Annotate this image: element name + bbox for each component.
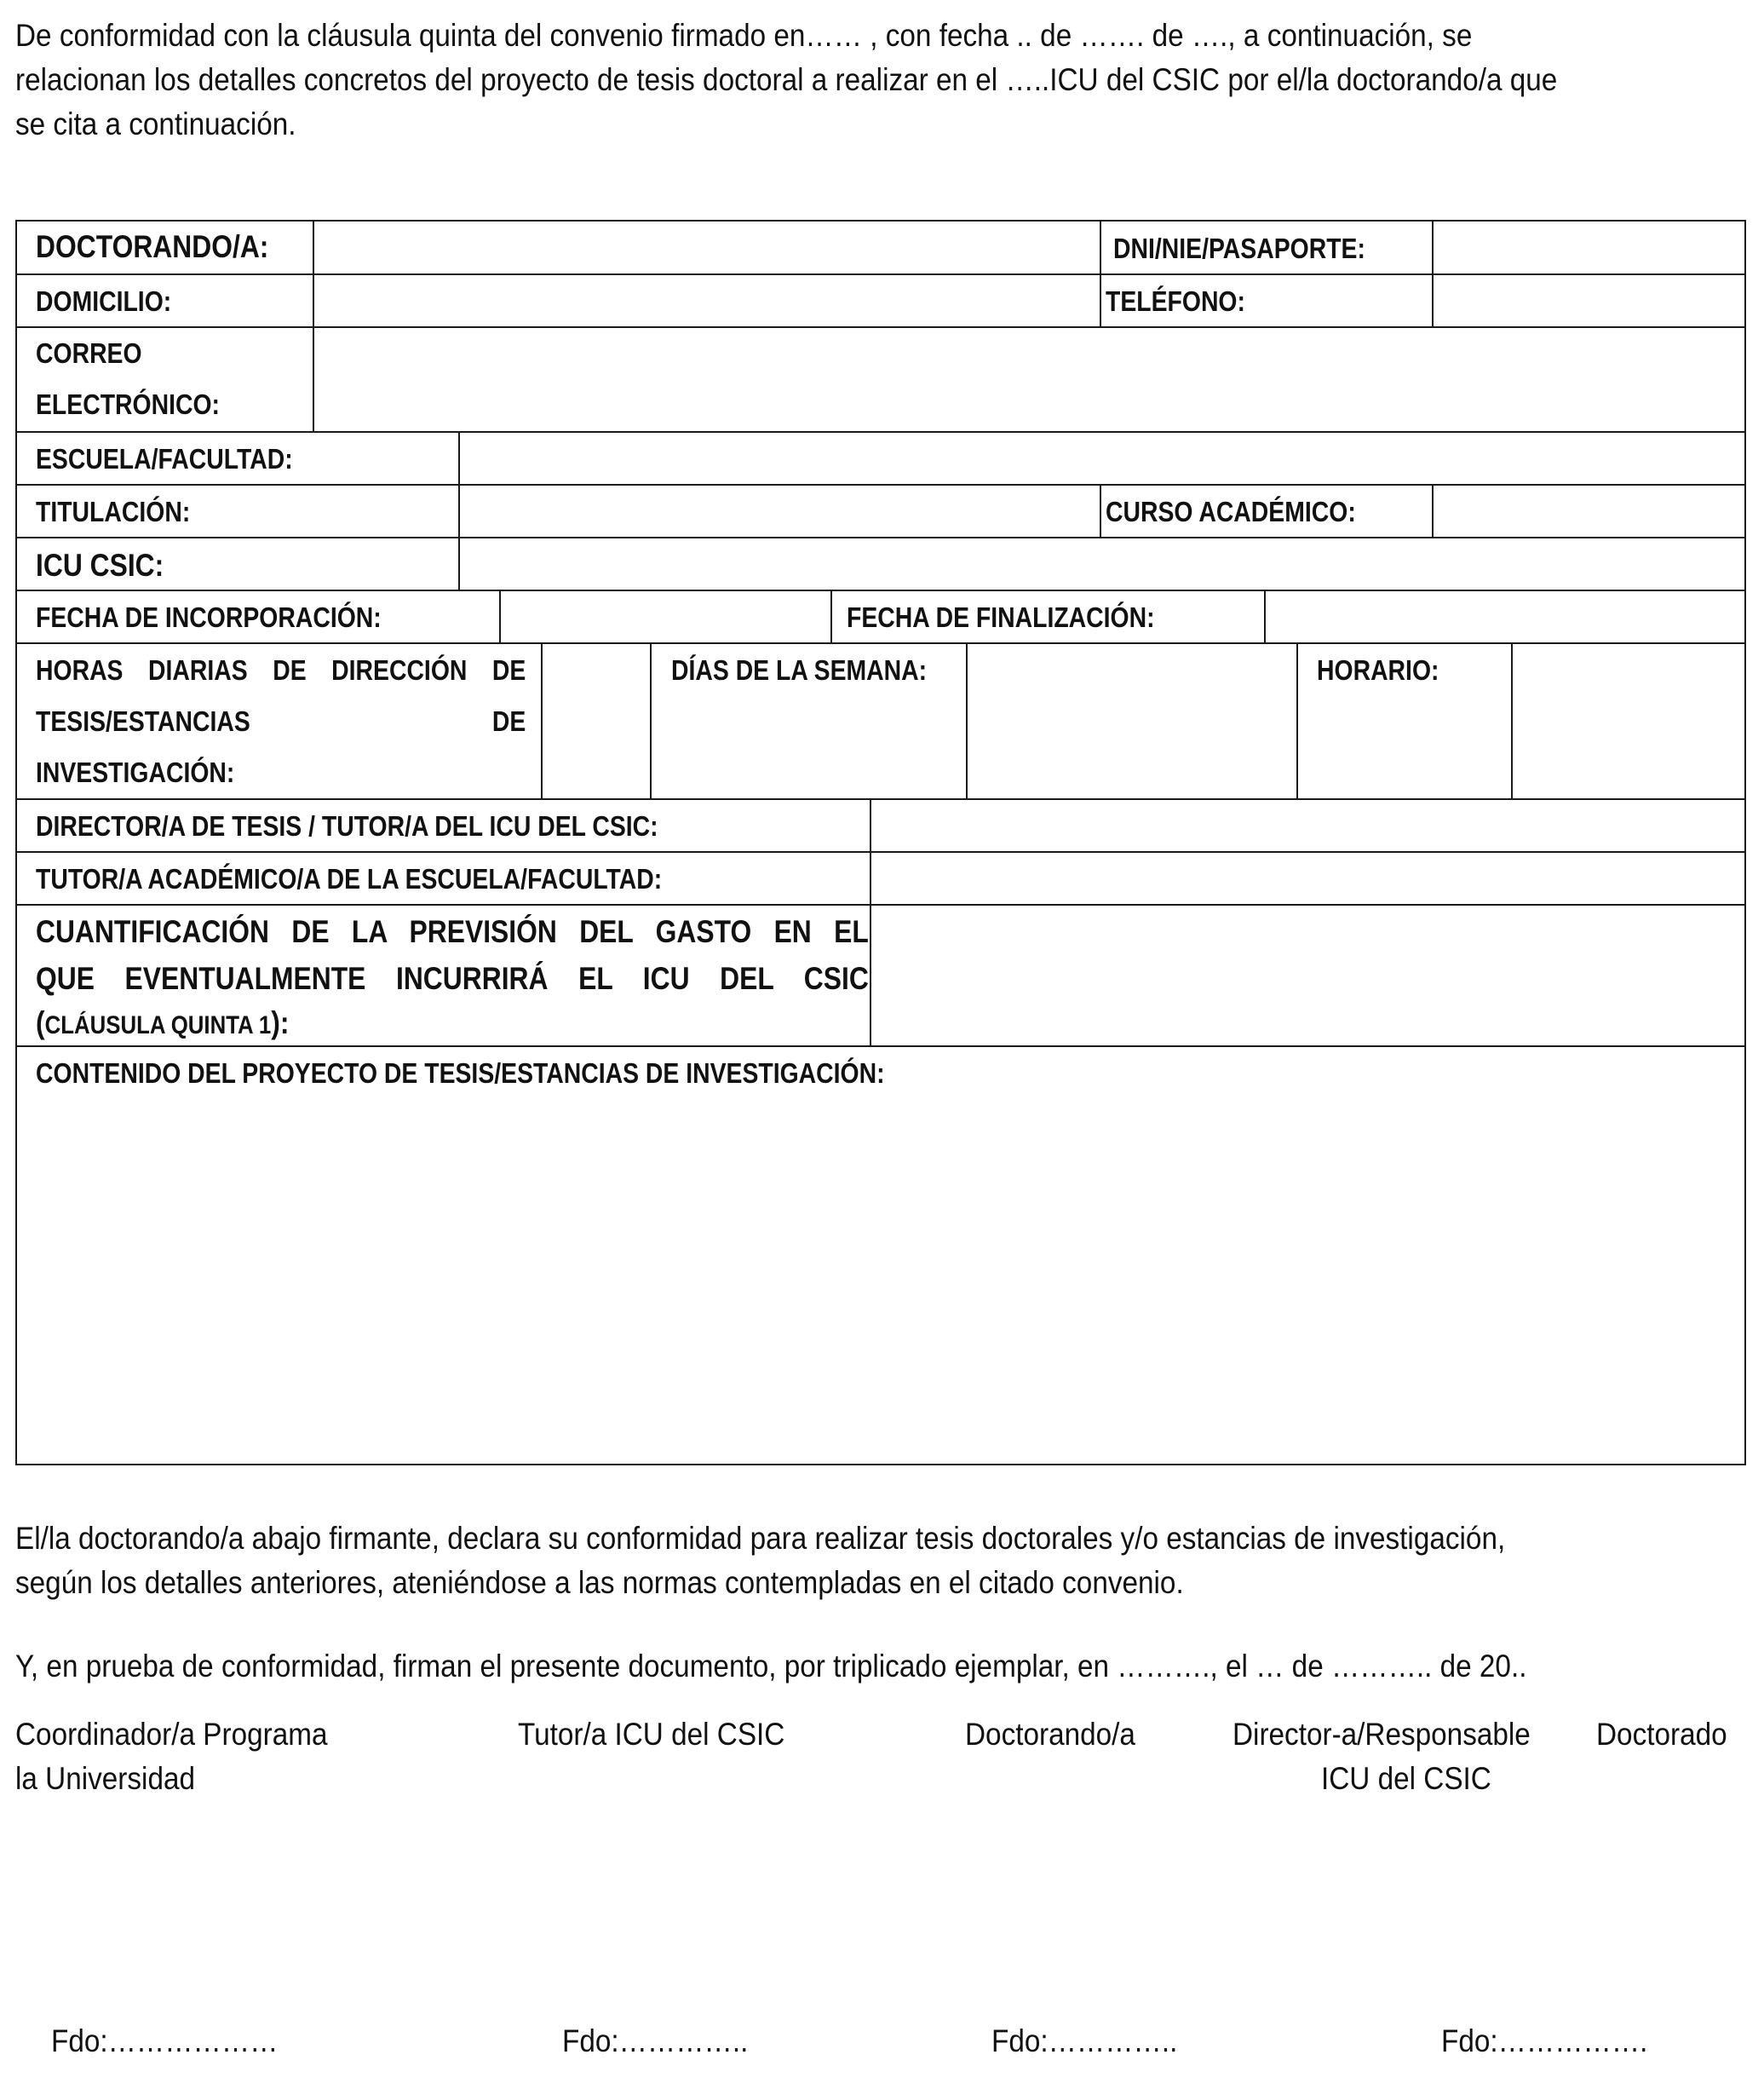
tutor-academico-field[interactable] [871,853,1746,906]
escuela-label: ESCUELA/FACULTAD: [36,443,293,475]
signature-director-line-2: ICU del CSIC [1321,1761,1491,1796]
signature-coordinador-line-1: Coordinador/a Programa [15,1717,328,1752]
curso-field[interactable] [1434,486,1746,538]
proof-line: Y, en prueba de conformidad, firman el presente documento, por triplicado ejemplar, en ………., el … de ……….. de 20.. [15,1649,1527,1683]
declaration-paragraph [15,1517,1748,1605]
signature-tutor: Tutor/a ICU del CSIC [518,1717,785,1752]
horas-label-line-1: HORAS DIARIAS DE DIRECCIÓN DE [36,654,526,686]
contenido-field[interactable] [17,1047,1746,1464]
fecha-incorporacion-field[interactable] [501,591,832,644]
declaration-line-1: El/la doctorando/a abajo firmante, declara su conformidad para realizar tesis doctorales y/o estancias de investigación, [15,1521,1506,1556]
titulacion-field[interactable] [460,486,1101,538]
fecha-finalizacion-label: FECHA DE FINALIZACIÓN: [847,601,1155,633]
horario-label: HORARIO: [1317,654,1439,686]
doctorando-field[interactable] [314,222,1101,275]
fecha-finalizacion-field[interactable] [1266,591,1746,644]
icu-field[interactable] [460,538,1746,591]
correo-field[interactable] [314,328,1746,433]
fdo-director: Fdo:……………. [1441,2023,1648,2058]
telefono-field[interactable] [1434,275,1746,328]
fdo-coordinador: Fdo:……………… [51,2023,279,2058]
fdo-doctorando: Fdo:………….. [991,2023,1178,2058]
titulacion-label: TITULACIÓN: [36,496,191,527]
contenido-label: CONTENIDO DEL PROYECTO DE TESIS/ESTANCIAS DE INVESTIGACIÓN: [36,1057,885,1089]
intro-line-3: se cita a continuación. [15,106,296,141]
horas-label-line-2: TESIS/ESTANCIAS DE [36,705,526,737]
cuantificacion-label-line-3 [36,999,289,1049]
icu-label: ICU CSIC: [36,548,164,583]
cuantificacion-field[interactable] [871,906,1746,1047]
signature-director-line-1: Director-a/Responsable [1233,1717,1531,1752]
correo-label-line-1: CORREO [36,337,142,369]
thesis-details-form [15,220,1746,1465]
telefono-label: TELÉFONO: [1106,285,1245,317]
signature-doctorado: Doctorado [1596,1717,1727,1752]
signature-doctorando: Doctorando/a [965,1717,1135,1752]
domicilio-field[interactable] [314,275,1101,328]
cuantificacion-label-line-1: CUANTIFICACIÓN DE LA PREVISIÓN DEL GASTO EN EL [36,914,869,949]
horas-field[interactable] [543,644,652,800]
fdo-tutor: Fdo:………….. [562,2023,749,2058]
curso-label: CURSO ACADÉMICO: [1106,496,1356,527]
tutor-academico-label: TUTOR/A ACADÉMICO/A DE LA ESCUELA/FACULTAD: [36,863,663,895]
dni-label: DNI/NIE/PASAPORTE: [1113,233,1365,264]
doctorando-label: DOCTORANDO/A: [36,229,269,264]
proof-paragraph [15,1644,1748,1689]
horario-field[interactable] [1513,644,1746,800]
domicilio-label: DOMICILIO: [36,285,172,317]
cuantificacion-close-paren: ): [271,1005,290,1040]
dias-label: DÍAS DE LA SEMANA: [671,654,928,686]
cuantificacion-label-line-2: QUE EVENTUALMENTE INCURRIRÁ EL ICU DEL CSIC [36,961,869,996]
intro-paragraph [15,14,1748,147]
declaration-line-2: según los detalles anteriores, ateniéndose a las normas contempladas en el citado convenio. [15,1565,1184,1600]
dias-field[interactable] [968,644,1298,800]
correo-label-line-2: ELECTRÓNICO: [36,388,221,420]
cuantificacion-open-paren: ( [36,1005,45,1040]
horas-label-line-3: INVESTIGACIÓN: [36,757,235,788]
cuantificacion-clause-ref: CLÁUSULA QUINTA 1 [44,1011,272,1039]
dni-field[interactable] [1434,222,1746,275]
intro-line-2: relacionan los detalles concretos del proyecto de tesis doctoral a realizar en el …..ICU del CSIC por el/la doctorando/a que [15,62,1558,97]
fecha-incorporacion-label: FECHA DE INCORPORACIÓN: [36,601,382,633]
signature-coordinador-line-2: la Universidad [15,1761,196,1796]
intro-line-1: De conformidad con la cláusula quinta del convenio firmado en…… , con fecha .. de ……. de …., a continuación, se [15,18,1473,53]
escuela-field[interactable] [460,433,1746,486]
director-label: DIRECTOR/A DE TESIS / TUTOR/A DEL ICU DEL CSIC: [36,810,658,842]
director-field[interactable] [871,800,1746,853]
